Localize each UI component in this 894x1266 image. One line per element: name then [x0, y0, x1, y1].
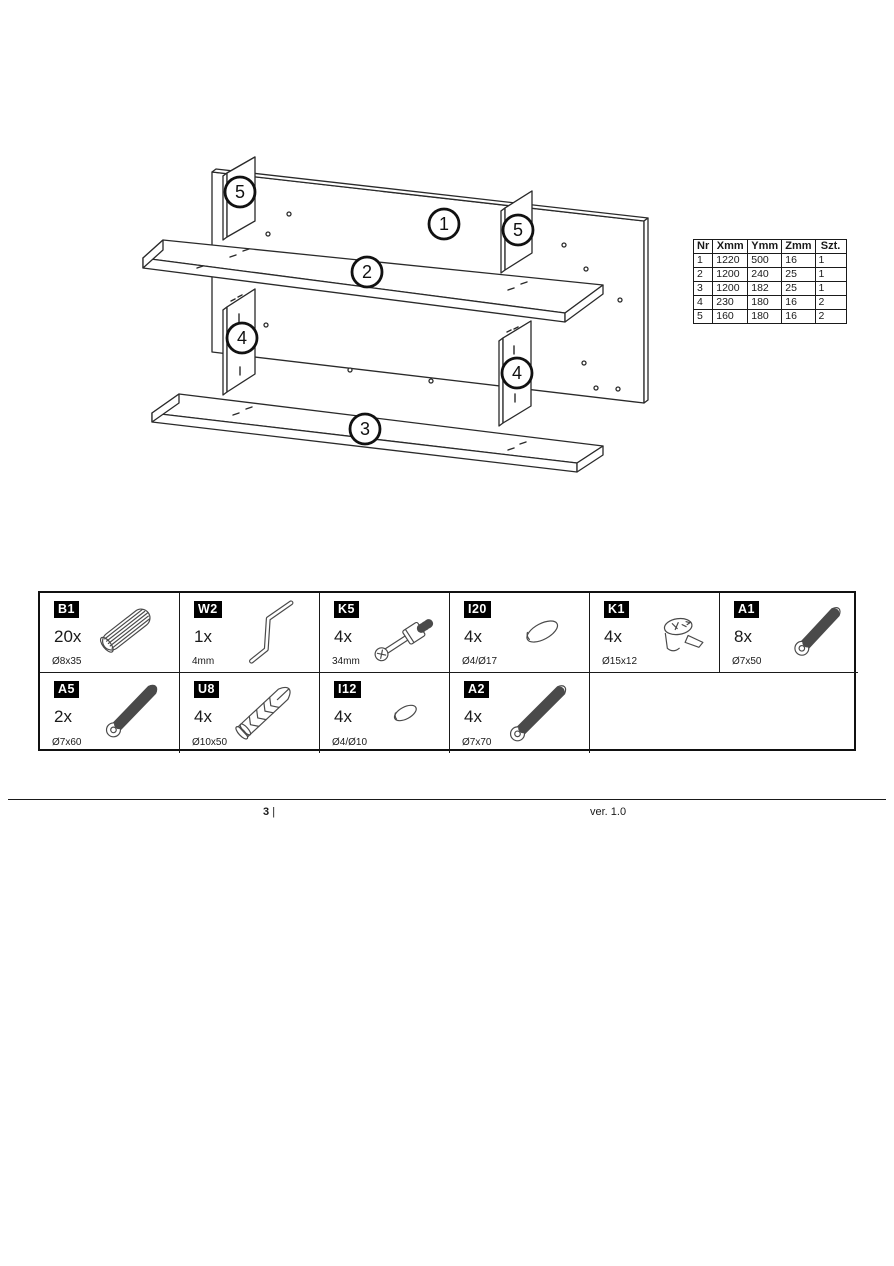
table-cell: 2 [694, 268, 713, 282]
hardware-code-badge: K5 [334, 601, 359, 618]
hardware-code-badge: K1 [604, 601, 629, 618]
hardware-dimension: Ø4/Ø10 [332, 737, 368, 748]
col-header-x: Xmm [713, 240, 748, 254]
callout-number: 1 [438, 214, 450, 234]
hardware-item-a2 [450, 673, 590, 753]
col-header-szt: Szt. [815, 240, 846, 254]
table-cell: 1200 [713, 268, 748, 282]
hardware-dimension: 34mm [332, 656, 360, 667]
table-cell: 1 [815, 282, 846, 296]
table-row [694, 310, 847, 324]
callout-5-right [503, 215, 533, 245]
table-cell: 3 [694, 282, 713, 296]
hardware-empty-cell [590, 673, 858, 753]
table-cell: 2 [815, 310, 846, 324]
hardware-dimension: Ø8x35 [52, 656, 82, 667]
hardware-code-badge: A5 [54, 681, 79, 698]
hardware-quantity: 4x [194, 707, 212, 726]
hardware-quantity: 4x [334, 627, 352, 646]
hardware-code-badge: W2 [194, 601, 222, 618]
table-cell: 16 [782, 296, 815, 310]
footer-page-number [263, 806, 275, 818]
hardware-quantity: 4x [464, 707, 482, 726]
hardware-item-u8 [180, 673, 320, 753]
hardware-item-w2 [180, 593, 320, 673]
hardware-quantity: 20x [54, 627, 82, 646]
table-cell: 25 [782, 282, 815, 296]
hardware-code-badge: U8 [194, 681, 219, 698]
callout-number: 3 [359, 419, 371, 439]
callout-4-right [502, 358, 532, 388]
callout-number: 2 [361, 262, 373, 282]
col-header-y: Ymm [748, 240, 782, 254]
hardware-code-badge: A1 [734, 601, 759, 618]
hardware-quantity: 2x [54, 707, 72, 726]
hardware-item-a1 [720, 593, 858, 673]
hardware-item-i20 [450, 593, 590, 673]
table-cell: 1200 [713, 282, 748, 296]
callout-number: 5 [234, 182, 246, 202]
table-header-row [694, 240, 847, 254]
hardware-code-badge: B1 [54, 601, 79, 618]
table-cell: 1220 [713, 254, 748, 268]
table-row [694, 254, 847, 268]
hardware-code-badge: A2 [464, 681, 489, 698]
col-header-nr: Nr [694, 240, 713, 254]
callout-5-left [225, 177, 255, 207]
table-row [694, 268, 847, 282]
table-cell: 16 [782, 310, 815, 324]
table-cell: 500 [748, 254, 782, 268]
table-cell: 5 [694, 310, 713, 324]
footer-divider [8, 799, 886, 800]
hardware-quantity: 4x [464, 627, 482, 646]
hardware-item-b1 [40, 593, 180, 673]
callout-number: 5 [512, 220, 524, 240]
hardware-dimension: Ø4/Ø17 [462, 656, 498, 667]
hardware-dimension: Ø15x12 [602, 656, 638, 667]
table-cell: 16 [782, 254, 815, 268]
table-cell: 182 [748, 282, 782, 296]
table-cell: 180 [748, 296, 782, 310]
table-cell: 25 [782, 268, 815, 282]
page-number: 3 [263, 806, 270, 818]
table-cell: 1 [694, 254, 713, 268]
table-cell: 160 [713, 310, 748, 324]
hardware-quantity: 4x [604, 627, 622, 646]
table-cell: 240 [748, 268, 782, 282]
hardware-dimension: Ø10x50 [192, 737, 228, 748]
hardware-dimension: Ø7x70 [462, 737, 492, 748]
page-number-separator: | [272, 806, 276, 818]
hardware-dimension: 4mm [192, 656, 215, 667]
callout-3 [350, 414, 380, 444]
callout-1 [429, 209, 459, 239]
hardware-item-i12 [320, 673, 450, 753]
callout-4-left [227, 323, 257, 353]
table-row [694, 282, 847, 296]
hardware-quantity: 1x [194, 627, 212, 646]
table-cell: 2 [815, 296, 846, 310]
hardware-table [38, 591, 856, 751]
hardware-item-a5 [40, 673, 180, 753]
callout-2 [352, 257, 382, 287]
hardware-quantity: 4x [334, 707, 352, 726]
hardware-code-badge: I20 [464, 601, 491, 618]
hardware-dimension: Ø7x50 [732, 656, 762, 667]
callout-number: 4 [511, 363, 523, 383]
table-cell: 180 [748, 310, 782, 324]
table-cell: 1 [815, 268, 846, 282]
assembly-diagram [120, 140, 680, 490]
parts-table [693, 239, 847, 324]
hardware-code-badge: I12 [334, 681, 361, 698]
hardware-item-k5 [320, 593, 450, 673]
hardware-item-k1 [590, 593, 720, 673]
hardware-quantity: 8x [734, 627, 752, 646]
col-header-z: Zmm [782, 240, 815, 254]
table-cell: 230 [713, 296, 748, 310]
footer-version: ver. 1.0 [590, 806, 627, 818]
hardware-dimension: Ø7x60 [52, 737, 82, 748]
table-cell: 4 [694, 296, 713, 310]
table-row [694, 296, 847, 310]
callout-number: 4 [236, 328, 248, 348]
table-cell: 1 [815, 254, 846, 268]
